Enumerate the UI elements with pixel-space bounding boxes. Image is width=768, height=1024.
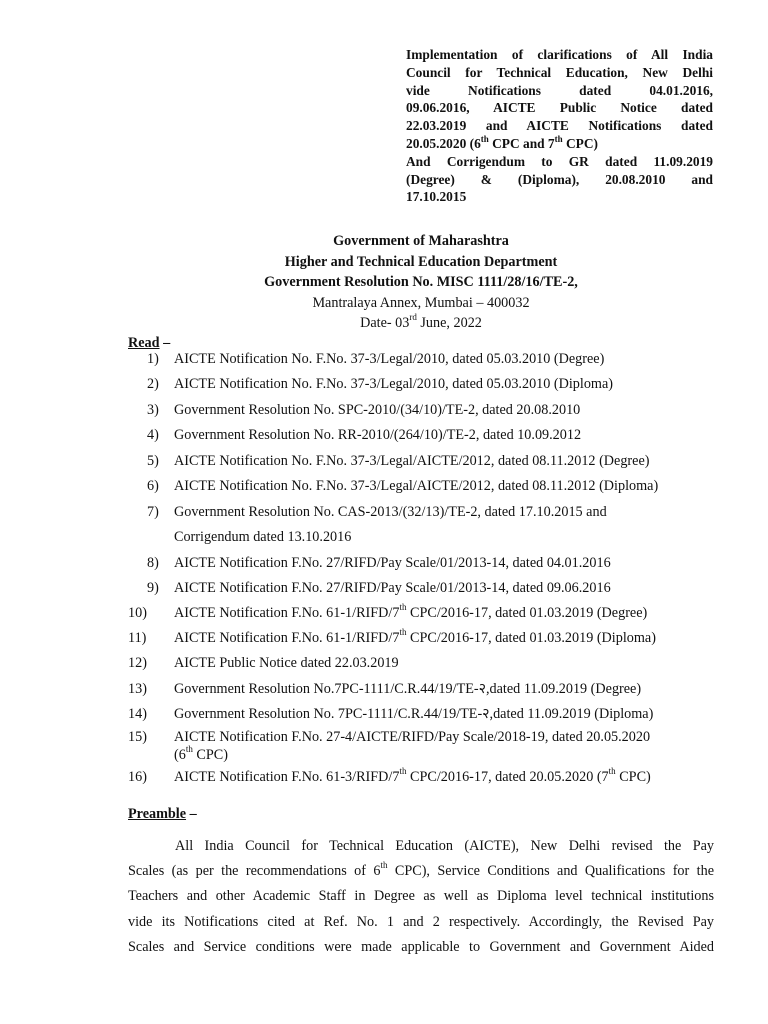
- subject-line: vide Notifications dated 04.01.2016,: [406, 82, 713, 98]
- subject-line: Implementation of clarifications of All India: [406, 47, 713, 62]
- resolution-header: [128, 231, 714, 334]
- subject-line: 17.10.2015: [406, 189, 467, 205]
- paragraph-line: Teachers and other Academic Staff in Degree as well as Diploma level technical institutions: [128, 888, 714, 905]
- document-page: Implementation of clarifications of All India Council for Technical Education, New Delhi vide Notifications dated 04.01.2016, 09.06.2016, AICTE Public Notice dated 22.03.2019 and AICTE Notifications dated 20.05.2020 (6th CPC and 7th CPC) And Corrigendum to GR dated 11.09.2019 (Degree) & (Diploma), 20.08.2010 and 17.10.2015 Government of Maharashtra Higher and Technical Education Department Government Resolution No. MISC 1111/28/16/TE-2, Mantralaya Annex, Mumbai – 400032 Date- 03rd June, 2022 Read – 1) AICTE Notification No. F.No. 37-3/Legal/2010, dated 05.03.2010 (Degree) 2) AICTE Notification No. F.No. 37-3/Legal/2010, dated 05.03.2010 (Diploma) 3) Government Resolution No. SPC-2010/(34/10)/TE-2, dated 20.08.2010 4) Government Resolution No. RR-2010/(264/10)/TE-2, dated 10.09.2012 5) AICTE Notification No. F.No. 37-3/Legal/AICTE/2012, dated 08.11.2012 (Degree) 6) AICTE Notification No. F.No. 37-3/Legal/AICTE/2012, dated 08.11.2012 (Diploma) 7) Government Resolution No. CAS-2013/(32/13)/TE-2, dated 17.10.2015 and Corrigendum dated 13.10.2016 8) AICTE Notification F.No. 27/RIFD/Pay Scale/01/2013-14, dated 04.01.2016 9) AICTE Notification F.No. 27/RIFD/Pay Scale/01/2013-14, dated 09.06.2016 10) AICTE Notification F.No. 61-1/RIFD/7th CPC/2016-17, dated 01.03.2019 (Degree) 11) AICTE Notification F.No. 61-1/RIFD/7th CPC/2016-17, dated 01.03.2019 (Diploma) 12) AICTE Public Notice dated 22.03.2019 13) Government Resolution No.7PC-1111/C.R.44/19/TE-२,dated 11.09.2019 (Degree) 14) Government Resolution No. 7PC-1111/C.R.44/19/TE-२,dated 11.09.2019 (Diploma) 15) AICTE Notification F.No. 27-4/AICTE/RIFD/Pay Scale/2018-19, dated 20.05.2020 (6th CPC) 16) AICTE Notification F.No. 61-3/RIFD/7th CPC/2016-17, dated 20.05.2020 (7th CPC) Preamble – All India Council for Technical Education (AICTE), New Delhi revised the Pay Scales (as per the recommendations of 6th CPC), Service Conditions and Qualifications for the Teachers and other Academic Staff in Degree as well as Diploma level technical institutions vide its Notifications cited at Ref. No. 1 and 2 respectively. Accordingly, the Revised Pay Scales and Service conditions were made applicable to Government and Government Aided: [0, 0, 768, 1024]
- office-address: Mantralaya Annex, Mumbai – 400032: [312, 294, 530, 311]
- paragraph-line: Scales and Service conditions were made applicable to Government and Government Aided: [128, 938, 714, 955]
- subject-line-cpc: 20.05.2020 (6th CPC and 7th CPC): [406, 133, 598, 151]
- subject-line: 22.03.2019 and AICTE Notifications dated: [406, 118, 713, 134]
- subject-line: (Degree) & (Diploma), 20.08.2010 and: [406, 171, 713, 187]
- paragraph-line: All India Council for Technical Education (AICTE), New Delhi revised the Pay: [175, 838, 714, 854]
- read-heading: Read –: [128, 335, 171, 351]
- paragraph-line: vide its Notifications cited at Ref. No. 1 and 2 respectively. Accordingly, the Revised Pay: [128, 913, 714, 930]
- resolution-date: Date- 03rd June, 2022: [360, 312, 482, 331]
- department-name: Higher and Technical Education Department: [284, 253, 558, 270]
- subject-block: [406, 46, 713, 206]
- preamble-paragraph: [128, 834, 714, 960]
- subject-line: 09.06.2016, AICTE Public Notice dated: [406, 100, 713, 116]
- subject-line: And Corrigendum to GR dated 11.09.2019: [406, 153, 713, 169]
- preamble-heading: Preamble –: [128, 806, 197, 822]
- paragraph-line: Scales (as per the recommendations of 6th CPC), Service Conditions and Qualifications for the: [128, 860, 714, 880]
- resolution-number: Government Resolution No. MISC 1111/28/16/TE-2,: [264, 274, 578, 290]
- government-name: Government of Maharashtra: [333, 233, 509, 249]
- subject-line: Council for Technical Education, New Delhi: [406, 64, 713, 80]
